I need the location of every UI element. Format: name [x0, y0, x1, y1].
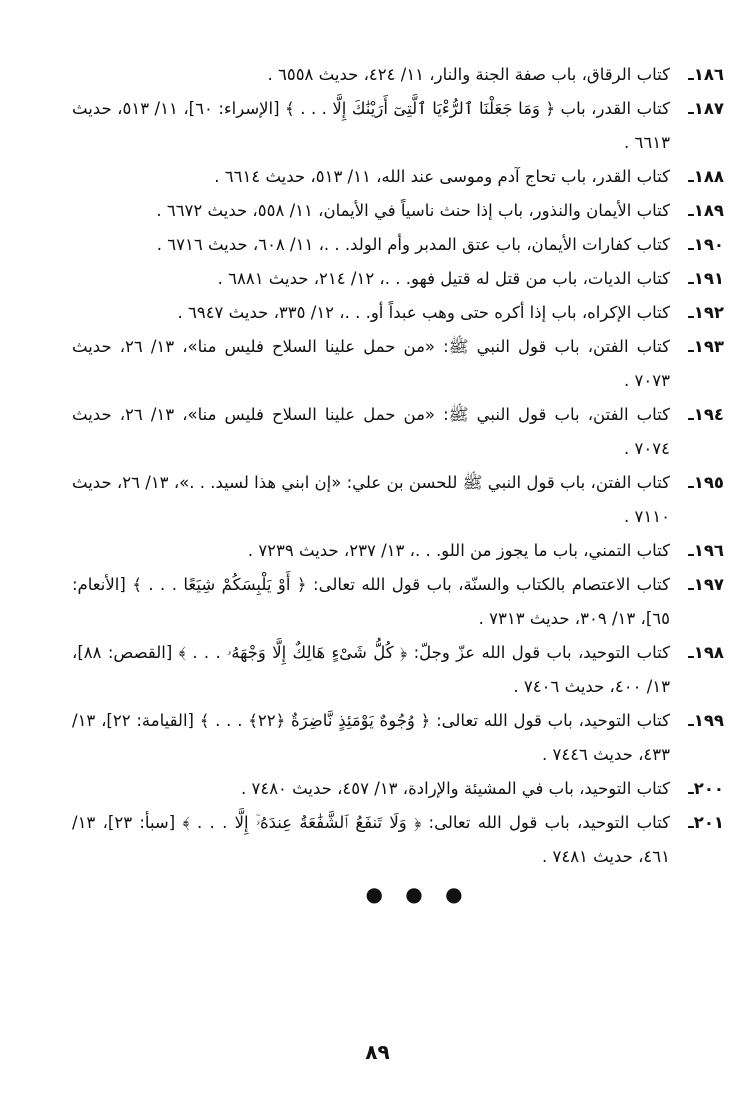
- entry-number: ١٨٧ـ: [688, 99, 724, 118]
- entry-number: ١٩٠ـ: [688, 235, 724, 254]
- entry-number: ١٩٥ـ: [688, 473, 724, 492]
- entry-text: كتاب القدر، باب تحاج آدم وموسى عند الله، ١١/ ٥١٣، حديث ٦٦١٤ .: [214, 167, 670, 186]
- list-item: [72, 160, 724, 194]
- list-item: [72, 194, 724, 228]
- entry-text: كتاب التوحيد، باب قول الله عزّ وجلّ: ﴿ كُلُّ شَىْءٍ هَالِكٌ إِلَّا وَجْهَهُۥ . . . ﴾ [القصص: ٨٨]، ١٣/ ٤٠٠، حديث ٧٤٠٦ .: [72, 643, 670, 696]
- entry-number: ٢٠١ـ: [688, 813, 724, 832]
- entry-text: كتاب كفارات الأيمان، باب عتق المدبر وأم الولد. . .، ١١/ ٦٠٨، حديث ٦٧١٦ .: [156, 235, 670, 254]
- list-item: [72, 92, 724, 160]
- entry-number: ١٩٧ـ: [688, 575, 724, 594]
- reference-list: [72, 58, 724, 906]
- entry-number: ١٨٨ـ: [688, 167, 724, 186]
- entry-number: ١٩١ـ: [688, 269, 724, 288]
- entry-text: كتاب التوحيد، باب قول الله تعالى: ﴿ وَلَا تَنفَعُ ٱلشَّفَٰعَةُ عِندَهُۥٓ إِلَّا . . . ﴾ [سبأ: ٢٣]، ١٣/ ٤٦١، حديث ٧٤٨١ .: [72, 813, 670, 866]
- entry-text: كتاب الفتن، باب قول النبي ﷺ: «من حمل علينا السلاح فليس منا»، ١٣/ ٢٦، حديث ٧٠٧٤ .: [72, 405, 670, 458]
- entry-text: كتاب الديات، باب من قتل له قتيل فهو. . .، ١٢/ ٢١٤، حديث ٦٨٨١ .: [217, 269, 670, 288]
- entry-text: كتاب التوحيد، باب في المشيئة والإرادة، ١٣/ ٤٥٧، حديث ٧٤٨٠ .: [240, 779, 670, 798]
- list-item: [72, 568, 724, 636]
- entry-text: كتاب الفتن، باب قول النبي ﷺ للحسن بن علي: «إن ابني هذا لسيد. . .»، ١٣/ ٢٦، حديث ٧١١٠ .: [72, 473, 670, 526]
- section-divider: ● ● ●: [365, 882, 471, 906]
- list-item: [72, 330, 724, 398]
- entry-text: كتاب التوحيد، باب قول الله تعالى: ﴿ وُجُوهٌ يَوْمَئِذٍ نَّاضِرَةٌ ﴿٢٢﴾ . . . ﴾ [القيامة: ٢٢]، ١٣/ ٤٣٣، حديث ٧٤٤٦ .: [72, 711, 670, 764]
- list-item: [72, 772, 724, 806]
- list-item: [72, 58, 724, 92]
- page-number: ٨٩: [365, 1040, 390, 1064]
- entry-text: كتاب الإكراه، باب إذا أكره حتى وهب عبداً أو. . .، ١٢/ ٣٣٥، حديث ٦٩٤٧ .: [177, 303, 670, 322]
- list-item: [72, 398, 724, 466]
- list-item: [72, 228, 724, 262]
- entry-number: ١٩٨ـ: [688, 643, 724, 662]
- entry-text: كتاب القدر، باب ﴿ وَمَا جَعَلْنَا ٱلرُّءْيَا ٱلَّتِىٓ أَرَيْنَٰكَ إِلَّا . . . ﴾ [الإسراء: ٦٠]، ١١/ ٥١٣، حديث ٦٦١٣ .: [72, 99, 670, 152]
- entry-number: ١٩٩ـ: [688, 711, 724, 730]
- list-item: [72, 636, 724, 704]
- list-item: [72, 534, 724, 568]
- entry-text: كتاب الاعتصام بالكتاب والسنّة، باب قول الله تعالى: ﴿ أَوْ يَلْبِسَكُمْ شِيَعًا . . . ﴾ [الأنعام: ٦٥]، ١٣/ ٣٠٩، حديث ٧٣١٣ .: [72, 575, 670, 628]
- list-item: [72, 466, 724, 534]
- entry-text: كتاب التمني، باب ما يجوز من اللو. . .، ١٣/ ٢٣٧، حديث ٧٢٣٩ .: [247, 541, 670, 560]
- list-item: [72, 704, 724, 772]
- entry-number: ٢٠٠ـ: [688, 779, 724, 798]
- entry-number: ١٩٤ـ: [688, 405, 724, 424]
- entry-text: كتاب الرقاق، باب صفة الجنة والنار، ١١/ ٤٢٤، حديث ٦٥٥٨ .: [267, 65, 670, 84]
- entry-number: ١٩٢ـ: [688, 303, 724, 322]
- list-item: [72, 296, 724, 330]
- entry-number: ١٩٣ـ: [688, 337, 724, 356]
- entry-text: كتاب الأيمان والنذور، باب إذا حنث ناسياً في الأيمان، ١١/ ٥٥٨، حديث ٦٦٧٢ .: [156, 201, 670, 220]
- entry-number: ١٨٩ـ: [688, 201, 724, 220]
- entry-number: ١٨٦ـ: [688, 65, 724, 84]
- entry-text: كتاب الفتن، باب قول النبي ﷺ: «من حمل علينا السلاح فليس منا»، ١٣/ ٢٦، حديث ٧٠٧٣ .: [72, 337, 670, 390]
- list-item: [72, 262, 724, 296]
- entry-number: ١٩٦ـ: [688, 541, 724, 560]
- list-item: [72, 806, 724, 874]
